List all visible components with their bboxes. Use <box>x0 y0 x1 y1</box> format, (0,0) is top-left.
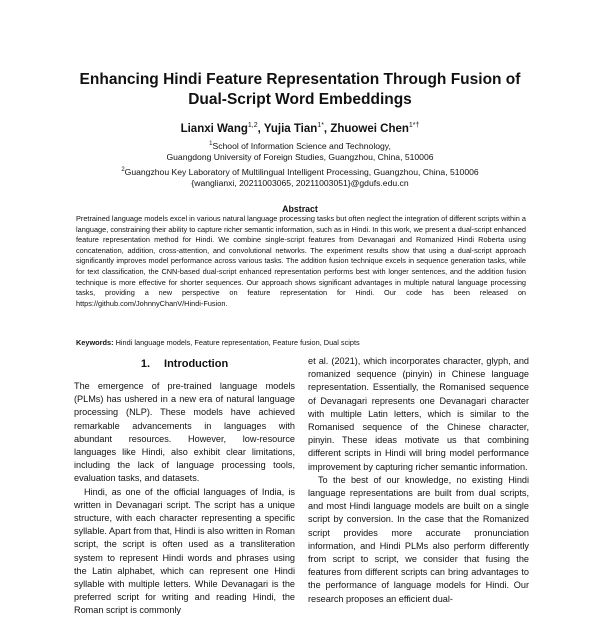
affiliation-mark: 2 <box>121 167 125 173</box>
keywords <box>76 338 526 347</box>
keywords-label: Keywords: <box>76 338 114 347</box>
email-text: {wanglianxi, 20211003065, 20211003051}@gdufs.edu.cn <box>191 178 409 188</box>
author-emails <box>40 177 560 190</box>
left-column <box>74 380 295 618</box>
right-column <box>308 355 529 606</box>
author-mark: 1* <box>317 122 324 129</box>
author-mark: 1,2 <box>247 122 258 129</box>
author-name: Zhuowei Chen <box>330 122 409 135</box>
paragraph: The emergence of pre-trained language models (PLMs) has ushered in a new era of natural language processing (NLP). These models have achieved remarkable advancements in languages with abundant resources. However, low-resource languages like Hindi, also exhibit clear limitations, including the lack of language processing tools, evaluation tasks, and datasets. <box>74 381 295 484</box>
paragraph: et al. (2021), which incorporates character, glyph, and romanized sequence (pinyin) in Chinese language representation. Essentially, the Romanised sequence of Devanagari represents one Devanagari character with multiple Latin letters, which is similar to the Romanised sequence of the Chinese character, pinyin. These ideas motivate us that combining different scripts in Hindi will bring model performance improvement by capturing richer semantic information. <box>308 356 529 472</box>
paper-title <box>40 70 560 110</box>
title-line-2: Dual-Script Word Embeddings <box>188 91 412 108</box>
keywords-text: Hindi language models, Feature representation, Feature fusion, Dual scipts <box>115 338 360 347</box>
affiliation-text: Guangzhou Key Laboratory of Multilingual Intelligent Processing, Guangzhou, China, 510006 <box>124 166 479 177</box>
section-heading <box>74 358 295 370</box>
abstract-heading: Abstract <box>282 204 318 214</box>
affiliation-text: Guangdong University of Foreign Studies, Guangzhou, China, 510006 <box>166 152 434 162</box>
paragraph: Hindi, as one of the official languages of India, is written in Devanagari script. The script has a unique structure, with each character representing a specific syllable. Apart from that, Hindi is also written in Roman script, the script is often used as a transliteration system to represent Hindi words and phrases using the Latin alphabet, which can represent one Hindi syllable with multiple letters. While Devanagari is the preferred script for writing and reading Hindi, the Roman script is commonly <box>74 486 295 616</box>
author-mark: 1*† <box>408 122 420 129</box>
section-number: 1. <box>140 358 151 370</box>
section-title: Introduction <box>164 358 229 370</box>
title-line-1: Enhancing Hindi Feature Representation Through Fusion of <box>79 71 521 88</box>
affiliation-line <box>40 151 560 164</box>
abstract-text: Pretrained language models excel in various natural language processing tasks but often neglect the integration of different scripts within a language, constraining their ability to capture richer semantic information, such as in Hindi. In this work, we present a dual-script enhanced feature representation method for Hindi. We combine single-script features from Devanagari and Romanized Hindi Roberta using concatenation, addition, cross-attention, and convolutional networks. The experiment results show that using a dual-script approach significantly improves model performance across various tasks. The addition fusion technique excels in sequence generation tasks, while for text classification, the CNN-based dual-script enhanced representation performs best with longer sentences, and the addition fusion technique is more effective for shorter sequences. Our approach shows significant advantages in multiple natural language processing tasks, providing a new perspective on feature representation for Hindi. Our code has been released on https://github.com/JohnnyChanV/Hindi-Fusion. <box>76 214 526 308</box>
author-name: Yujia Tian <box>263 122 318 135</box>
affiliation-mark: 1 <box>209 141 213 147</box>
author-name: Lianxi Wang <box>180 122 248 135</box>
affiliation-text: School of Information Science and Technology, <box>212 140 391 151</box>
paragraph: To the best of our knowledge, no existing Hindi language representations are built from dual scripts, and most Hindi language models are built on a single script by conversion. In the case that the Romanized script provides more accurate pronunciation information, and Hindi PLMs also perform differently from script to script, we consider that fusing the features from different scripts can bring advantages to the performance of language models for Hindi. Our research proposes an efficient dual- <box>308 474 529 604</box>
author-list: Lianxi Wang$^{1,2}$, Yujia Tian$^{1*}$, Zhuowei Chen$^{1*\dagger}$ <box>180 122 420 135</box>
